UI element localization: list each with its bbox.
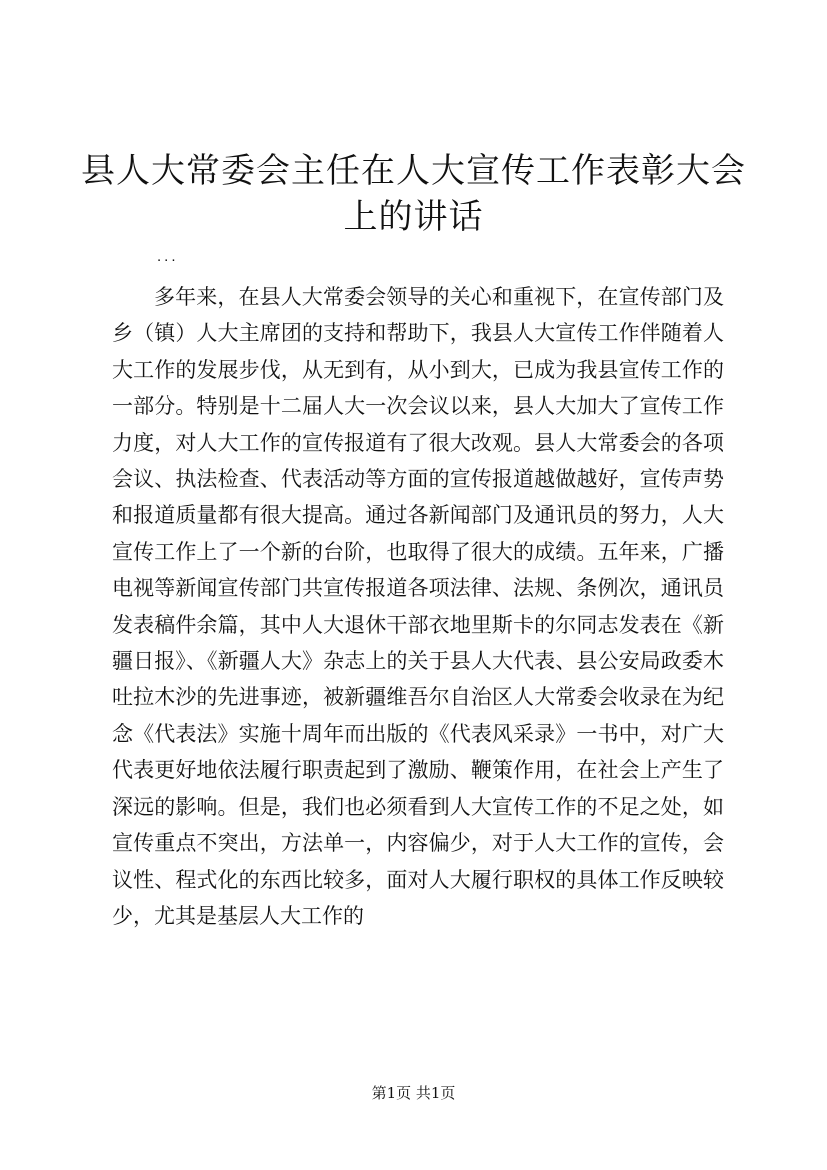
page-footer: 第1页 共1页 <box>371 1084 456 1102</box>
ellipsis-mark: ... <box>157 248 179 265</box>
body-paragraph: 多年来，在县人大常委会领导的关心和重视下，在宣传部门及乡（镇）人大主席团的支持和帮助下，我县人大宣传工作伴随着人大工作的发展步伐，从无到有，从小到大，已成为我县宣传工作的一部分。特别是十二届人大一次会议以来，县人大加大了宣传工作力度，对人大工作的宣传报道有了很大改观。县人大常委会的各项会议、执法检查、代表活动等方面的宣传报道越做越好，宣传声势和报道质量都有很大提高。通过各新闻部门及通讯员的努力，人大宣传工作上了一个新的台阶，也取得了很大的成绩。五年来，广播电视等新闻宣传部门共宣传报道各项法律、法规、条例次，通讯员发表稿件余篇，其中人大退休干部衣地里斯卡的尔同志发表在《新疆日报》、《新疆人大》杂志上的关于县人大代表、县公安局政委木吐拉木沙的先进事迹，被新疆维吾尔自治区人大常委会收录在为纪念《代表法》实施十周年而出版的《代表风采录》一书中，对广大代表更好地依法履行职责起到了激励、鞭策作用，在社会上产生了深远的影响。但是，我们也必须看到人大宣传工作的不足之处，如宣传重点不突出，方法单一，内容偏少，对于人大工作的宣传，会议性、程式化的东西比较多，面对人大履行职权的具体工作反映较少，尤其是基层人大工作的 <box>112 285 724 928</box>
document-title: 县人大常委会主任在人大宣传工作表彰大会上的讲话 <box>81 151 746 237</box>
